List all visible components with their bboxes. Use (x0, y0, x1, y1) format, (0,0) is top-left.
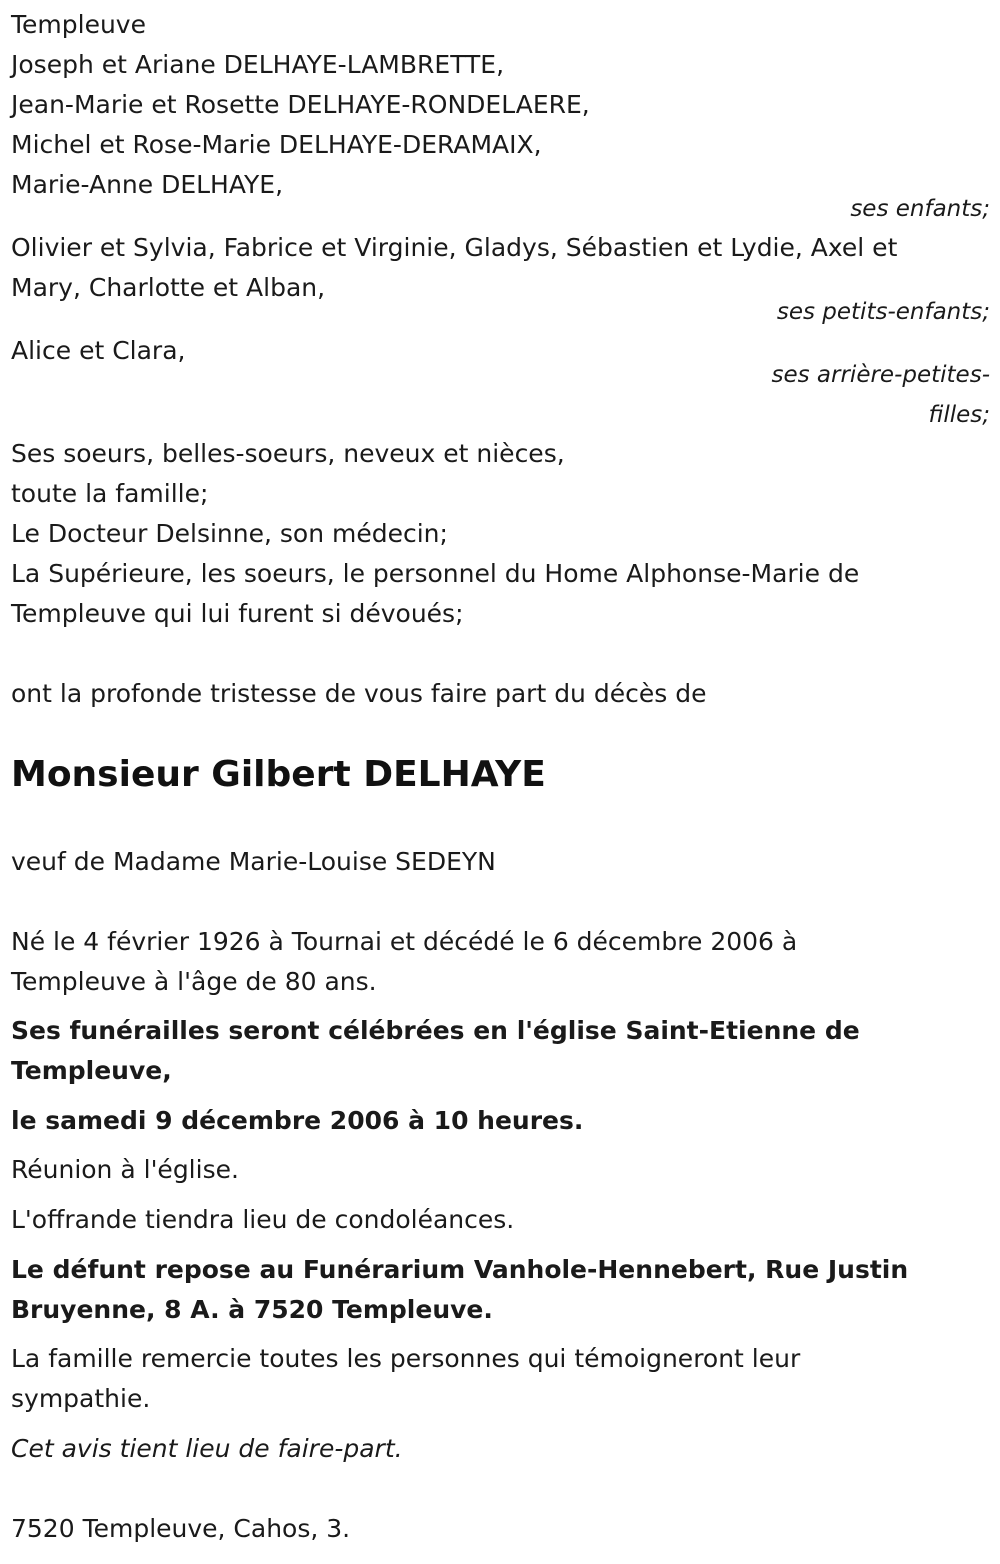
role-great-grandchildren-2: filles; (928, 402, 990, 428)
widower-line: veuf de Madame Marie-Louise SEDEYN (11, 847, 496, 876)
others-line-5: Templeuve qui lui furent si dévoués; (11, 599, 464, 628)
role-grandchildren: ses petits-enfants; (776, 299, 990, 325)
notice-line: Cet avis tient lieu de faire-part. (11, 1434, 403, 1463)
grandchildren-line-2: Mary, Charlotte et Alban, (11, 273, 326, 302)
address-line: 7520 Templeuve, Cahos, 3. (11, 1514, 351, 1543)
offering-info: L'offrande tiendra lieu de condoléances. (11, 1205, 515, 1234)
family-line-2: Joseph et Ariane DELHAYE-LAMBRETTE, (11, 50, 505, 79)
family-line-3: Jean-Marie et Rosette DELHAYE-RONDELAERE, (11, 90, 590, 119)
funeral-date: le samedi 9 décembre 2006 à 10 heures. (11, 1106, 584, 1135)
funeral-line-1: Ses funérailles seront célébrées en l'église Saint-Etienne de (11, 1016, 860, 1045)
family-line-1: Templeuve (11, 10, 146, 39)
others-line-1: Ses soeurs, belles-soeurs, neveux et nièces, (11, 439, 565, 468)
family-line-4: Michel et Rose-Marie DELHAYE-DERAMAIX, (11, 130, 542, 159)
role-great-grandchildren-1: ses arrière-petites- (771, 362, 990, 388)
grandchildren-line-1: Olivier et Sylvia, Fabrice et Virginie, Gladys, Sébastien et Lydie, Axel et (11, 233, 898, 262)
thanks-line-2: sympathie. (11, 1384, 151, 1413)
meeting-info: Réunion à l'église. (11, 1155, 239, 1184)
thanks-line-1: La famille remercie toutes les personnes qui témoigneront leur (11, 1344, 801, 1373)
family-line-5: Marie-Anne DELHAYE, (11, 170, 284, 199)
resting-line-1: Le défunt repose au Funérarium Vanhole-Hennebert, Rue Justin (11, 1255, 909, 1284)
others-line-4: La Supérieure, les soeurs, le personnel du Home Alphonse-Marie de (11, 559, 860, 588)
resting-line-2: Bruyenne, 8 A. à 7520 Templeuve. (11, 1295, 493, 1324)
others-line-2: toute la famille; (11, 479, 209, 508)
great-grandchildren: Alice et Clara, (11, 336, 186, 365)
deceased-name: Monsieur Gilbert DELHAYE (11, 754, 546, 795)
birth-death-line-1: Né le 4 février 1926 à Tournai et décédé le 6 décembre 2006 à (11, 927, 798, 956)
birth-death-line-2: Templeuve à l'âge de 80 ans. (11, 967, 377, 996)
announcement: ont la profonde tristesse de vous faire part du décès de (11, 679, 707, 708)
funeral-line-2: Templeuve, (11, 1056, 172, 1085)
role-children: ses enfants; (850, 196, 990, 222)
others-line-3: Le Docteur Delsinne, son médecin; (11, 519, 448, 548)
